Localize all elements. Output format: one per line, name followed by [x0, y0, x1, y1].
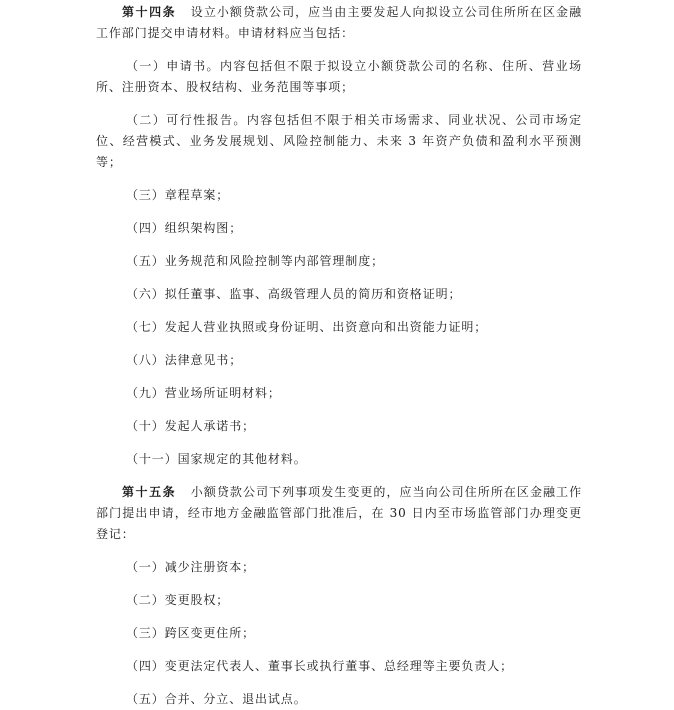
article-15-text: 小额贷款公司下列事项发生变更的，应当向公司住所所在区金融工作部门提出申请，经市地方金融监管部门批准后，在 30 日内至市场监管部门办理变更登记：: [96, 485, 582, 541]
article-14-item-8: （八）法律意见书；: [126, 353, 243, 367]
article-14-item-6: （六）拟任董事、监事、高级管理人员的简历和资格证明；: [126, 287, 462, 301]
article-15-heading: 第十五条: [122, 485, 177, 499]
article-14-item-11: （十一）国家规定的其他材料。: [126, 452, 307, 466]
article-14-item-7: （七）发起人营业执照或身份证明、出资意向和出资能力证明；: [126, 320, 488, 334]
article-15-item-2: （二）变更股权；: [126, 593, 230, 607]
article-14-heading: 第十四条: [122, 5, 177, 19]
article-15-item-4: （四）变更法定代表人、董事长或执行董事、总经理等主要负责人；: [126, 659, 514, 673]
article-14-intro: [96, 2, 582, 44]
article-14-item-9: （九）营业场所证明材料；: [126, 386, 281, 400]
article-15-item-1: （一）减少注册资本；: [126, 560, 256, 574]
article-14-item-3: （三）章程草案；: [126, 188, 230, 202]
article-14-item-1: （一）申请书。内容包括但不限于拟设立小额贷款公司的名称、住所、营业场所、注册资本、股权结构、业务范围等事项；: [96, 59, 582, 94]
article-14-item-5: （五）业务规范和风险控制等内部管理制度；: [126, 254, 385, 268]
article-14-item-10: （十）发起人承诺书；: [126, 419, 256, 433]
article-15-item-5: （五）合并、分立、退出试点。: [126, 692, 307, 706]
article-15-item-3: （三）跨区变更住所；: [126, 626, 256, 640]
article-14-text: 设立小额贷款公司，应当由主要发起人向拟设立公司住所所在区金融工作部门提交申请材料。申请材料应当包括：: [96, 5, 582, 40]
article-14-item-4: （四）组织架构图；: [126, 221, 243, 235]
article-15-intro: [96, 482, 582, 545]
article-14-item-2: （二）可行性报告。内容包括但不限于相关市场需求、同业状况、公司市场定位、经营模式、业务发展规划、风险控制能力、未来 3 年资产负债和盈利水平预测等；: [96, 113, 582, 169]
